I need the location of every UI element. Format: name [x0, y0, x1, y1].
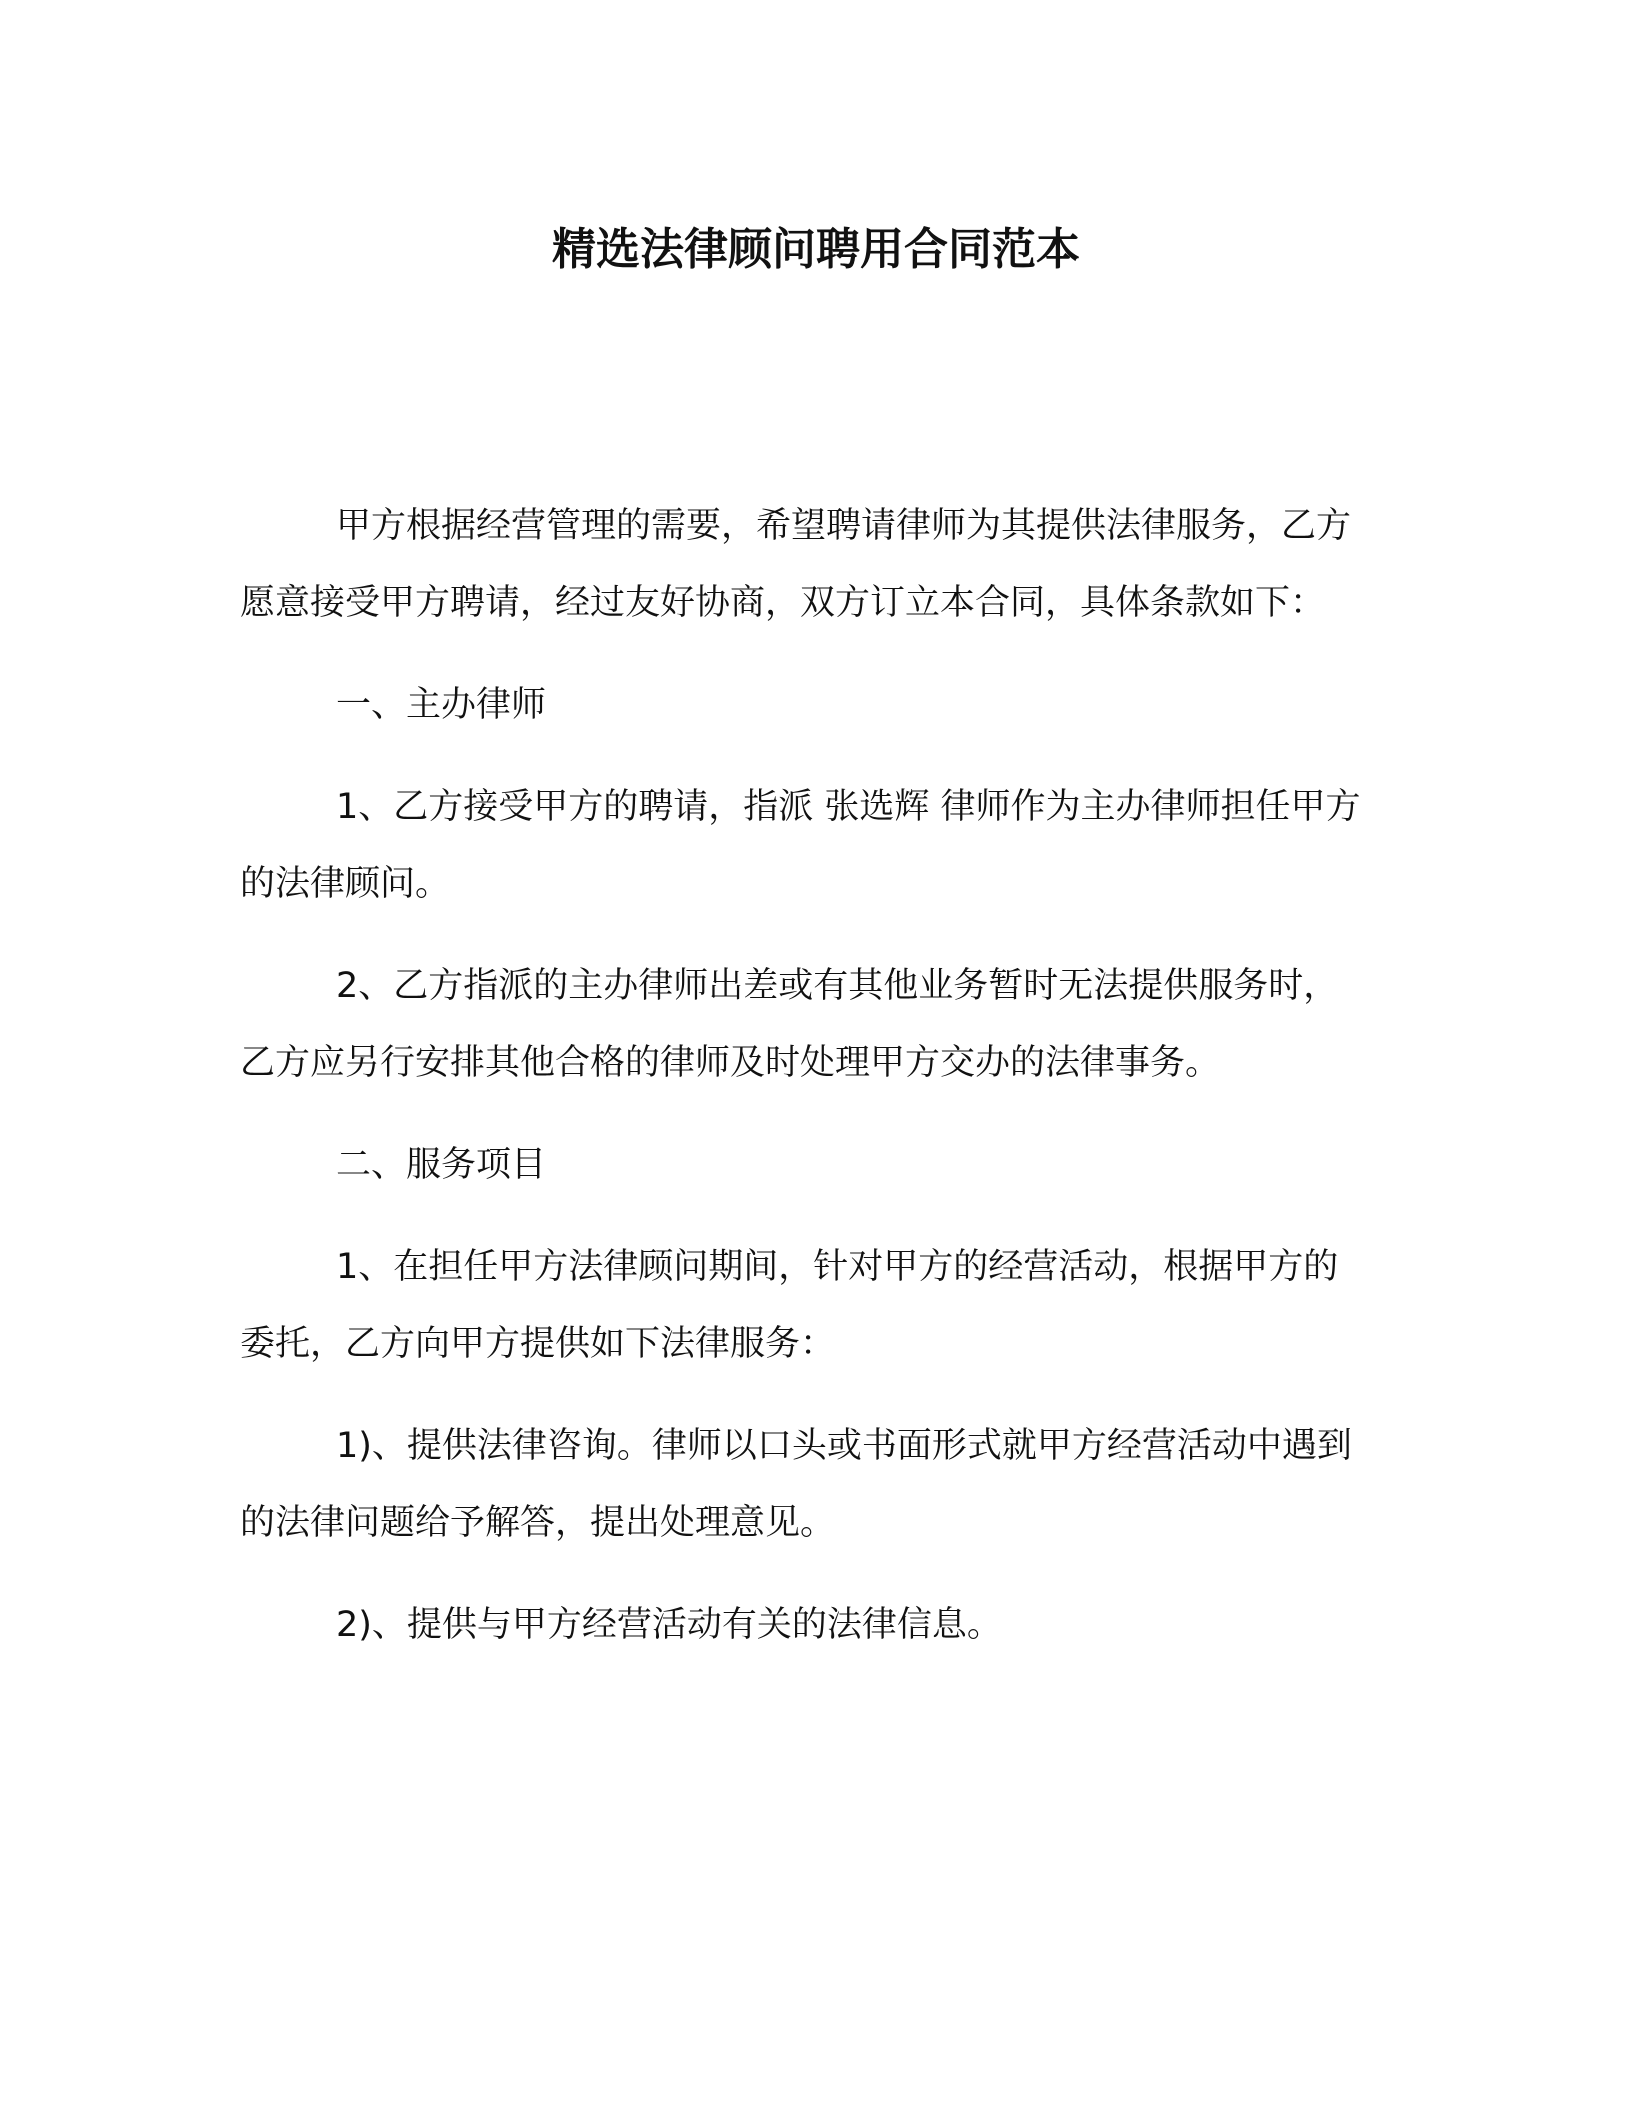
clause-paragraph: 1、乙方接受甲方的聘请，指派 张选辉 律师作为主办律师担任甲方的法律顾问。 [240, 787, 1361, 904]
clause-paragraph: 2、乙方指派的主办律师出差或有其他业务暂时无法提供服务时，乙方应另行安排其他合格的律师及时处理甲方交办的法律事务。 [240, 966, 1339, 1083]
clause-paragraph: 1、在担任甲方法律顾问期间，针对甲方的经营活动，根据甲方的委托，乙方向甲方提供如下法律服务： [240, 1247, 1339, 1364]
section-heading-services: 二、服务项目 [336, 1145, 547, 1185]
intro-paragraph: 甲方根据经营管理的需要，希望聘请律师为其提供法律服务，乙方愿意接受甲方聘请，经过友好协商，双方订立本合同，具体条款如下： [240, 506, 1352, 623]
clause-paragraph: 2)、提供与甲方经营活动有关的法律信息。 [336, 1605, 1002, 1645]
document-body [240, 488, 1372, 1664]
document-title: 精选法律顾问聘用合同范本 [552, 224, 1080, 275]
section-heading-lead-lawyer: 一、主办律师 [336, 685, 547, 725]
clause-paragraph: 1)、提供法律咨询。律师以口头或书面形式就甲方经营活动中遇到的法律问题给予解答，提出处理意见。 [240, 1426, 1352, 1543]
